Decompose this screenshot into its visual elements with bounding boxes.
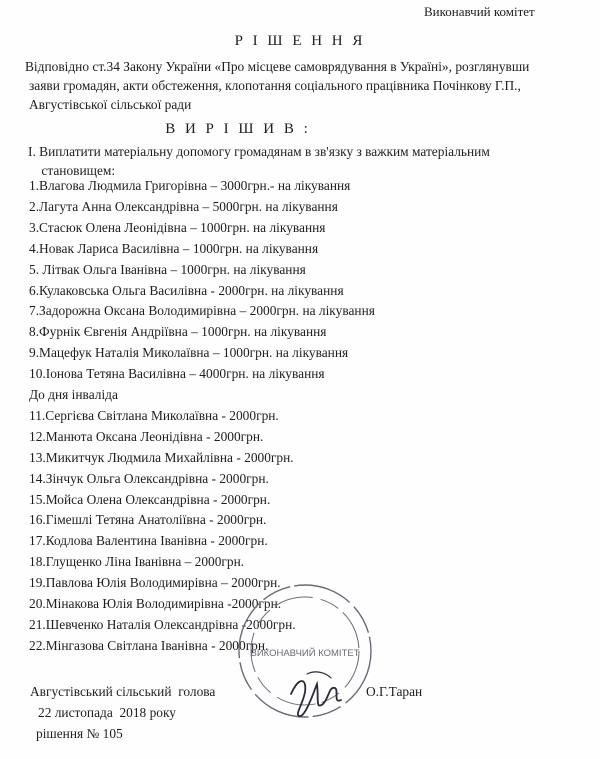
recipient-item: 3.Стасюк Олена Леонідівна – 1000грн. на лікування — [29, 219, 326, 235]
intro-line: Відповідно ст.34 Закону України «Про місцеве самоврядування в Україні», розглянувши — [25, 59, 530, 74]
village-head-title: Августівський сільський голова — [30, 684, 216, 699]
recipient-item: 21.Шевченко Наталія Олександрівна -2000грн. — [29, 616, 296, 632]
subsection-heading: До дня інваліда — [29, 387, 118, 402]
recipient-item: 14.Зінчук Ольга Олександрівна - 2000грн. — [29, 470, 269, 486]
section-line: становищем: — [28, 163, 116, 178]
recipient-item: 11.Сергієва Світлана Миколаївна - 2000грн. — [29, 407, 279, 423]
recipient-item: 17.Кодлова Валентина Іванівна - 2000грн. — [29, 533, 268, 549]
resolve-heading: В И Р І Ш И В : — [165, 121, 311, 137]
village-head-name: О.Г.Таран — [366, 684, 423, 699]
recipient-item: 18.Глущенко Ліна Іванівна – 2000грн. — [29, 554, 245, 570]
document-date: 22 листопада 2018 року — [38, 705, 176, 720]
recipient-item: 7.Задорожна Оксана Володимирівна – 2000грн. на лікування — [29, 303, 375, 319]
recipient-item: 2.Лагута Анна Олександрівна – 5000грн. на лікування — [29, 198, 338, 214]
recipient-item: 1.Влагова Людмила Григорівна – 3000грн.- на лікування — [29, 178, 351, 193]
intro-line: Августівської сільської ради — [29, 97, 192, 112]
recipient-item: 16.Гімешлі Тетяна Анатоліївна - 2000грн. — [29, 512, 267, 528]
recipient-item: 5. Літвак Ольга Іванівна – 1000грн. на лікування — [29, 261, 306, 277]
document-title: Р І Ш Е Н Н Я — [234, 33, 366, 49]
recipient-item: 13.Микитчук Людмила Михайлівна - 2000грн. — [29, 449, 294, 465]
recipient-item: 6.Кулаковська Ольга Василівна - 2000грн. на лікування — [29, 282, 344, 298]
recipient-item: 20.Мінакова Юлія Володимирівна -2000грн. — [29, 596, 282, 611]
stamp-center-text: ВИКОНАВЧИЙ КОМІТЕТ — [250, 648, 360, 659]
section-1-heading — [28, 142, 490, 180]
section-line: І. Виплатити матеріальну допомогу громадянам в зв'язку з важким матеріальним — [28, 144, 490, 159]
recipient-item: 10.Іонова Тетяна Василівна – 4000грн. на лікування — [29, 366, 325, 382]
recipient-item: 12.Манюта Оксана Леонідівна - 2000грн. — [29, 428, 264, 444]
signature — [285, 664, 345, 720]
recipient-item: 15.Мойса Олена Олександрівна - 2000грн. — [29, 491, 271, 507]
recipient-item: 22.Мінгазова Світлана Іванівна - 2000грн. — [29, 637, 269, 653]
intro-paragraph — [25, 57, 593, 114]
intro-line: заяви громадян, акти обстеження, клопотання соціального працівника Почінкову Г.П., — [29, 78, 521, 93]
committee-header: Виконавчий комітет — [424, 4, 535, 19]
decision-number: рішення № 105 — [36, 726, 123, 741]
recipient-item: 4.Новак Лариса Василівна – 1000грн. на лікування — [29, 240, 319, 256]
recipient-item: 9.Мацефук Наталія Миколаївна – 1000грн. на лікування — [29, 345, 349, 361]
recipient-item: 8.Фурнік Євгенія Андріївна – 1000грн. на лікування — [29, 324, 327, 340]
recipient-item: 19.Павлова Юлія Володимирівна – 2000грн. — [29, 575, 281, 591]
